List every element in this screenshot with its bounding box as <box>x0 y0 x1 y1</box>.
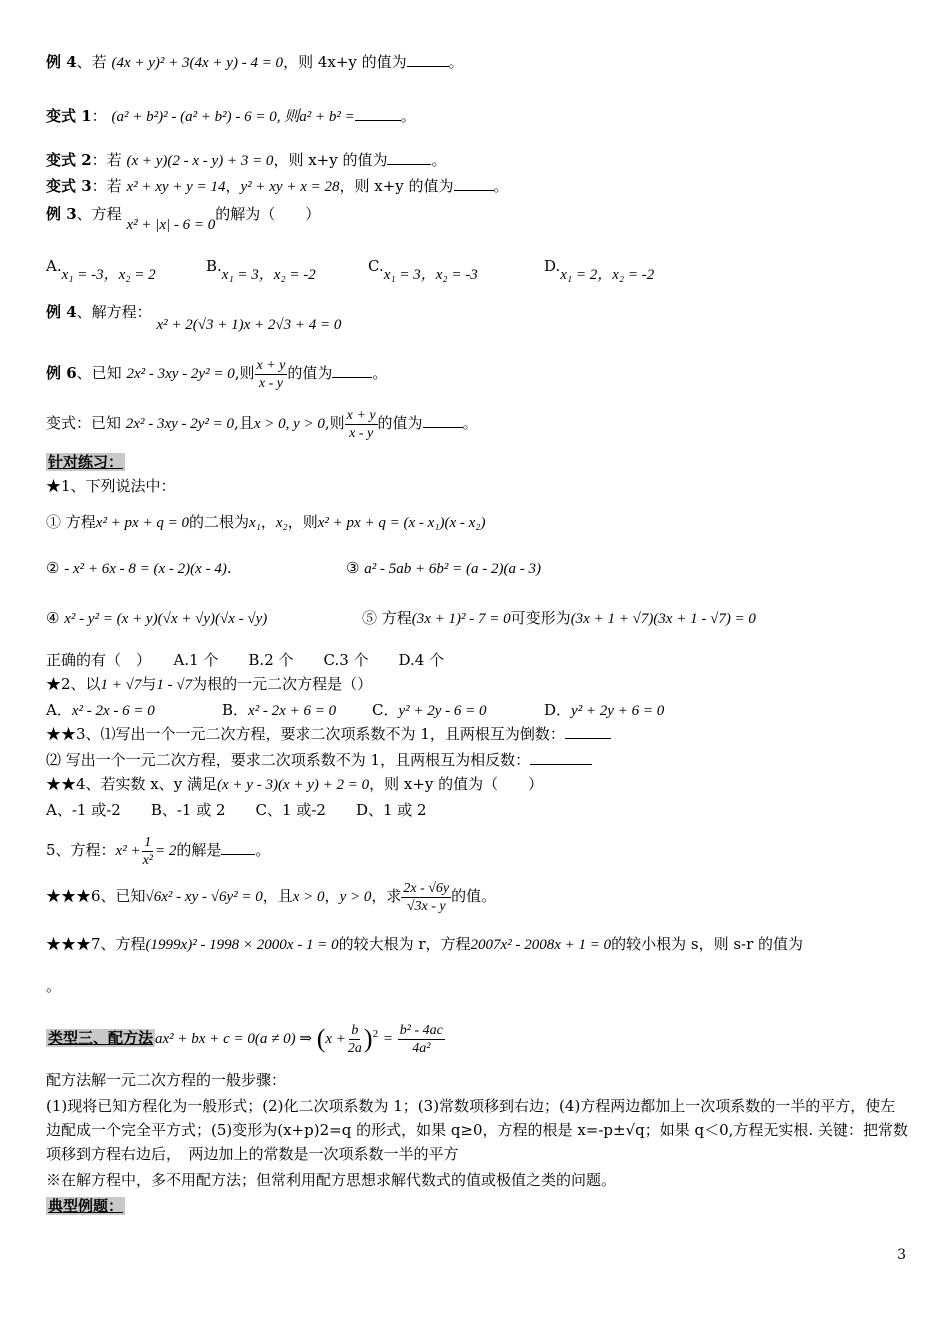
option-value: x₁ = -3，x₂ = 2 <box>61 267 156 283</box>
option-d <box>544 256 655 283</box>
text: ① 方程 <box>46 513 96 531</box>
text: 的值为 <box>287 364 333 382</box>
text: ，且 <box>262 887 293 905</box>
text: ，则 <box>287 513 318 531</box>
text: 为根的一元二次方程是（） <box>192 675 373 693</box>
text: 。 <box>448 53 464 71</box>
variant-1-line <box>46 106 416 127</box>
text: ， <box>324 887 340 905</box>
option-value: x₁ = 3，x₂ = -3 <box>383 267 478 283</box>
equation: x² + |x| - 6 = 0 <box>126 217 216 233</box>
text: ★2、以 <box>46 675 101 693</box>
example-label: 例 3 <box>46 205 77 223</box>
option-d <box>544 700 664 721</box>
q7-end: 。 <box>46 977 62 995</box>
equation: (3x + 1)² - 7 = 0 <box>411 611 511 627</box>
q4-options: A、-1 或-2 B、-1 或 2 C、1 或-2 D、1 或 2 <box>46 801 427 819</box>
option-letter: A． <box>46 701 72 719</box>
option-letter: D. <box>544 257 561 275</box>
example-label: 例 4 <box>46 53 77 71</box>
text: 、若 <box>76 53 107 71</box>
numerator: b <box>351 1022 359 1038</box>
option-b <box>222 700 336 721</box>
numerator: 2x - √6y <box>403 880 450 896</box>
equation: - x² + 6x - 8 = (x - 2)(x - 4) <box>64 561 227 577</box>
math: 1 - √7 <box>156 677 193 693</box>
answer-blank <box>387 150 431 165</box>
answer-blank <box>565 724 611 739</box>
paren: ) <box>363 1024 373 1053</box>
text: ★★3、⑴写出一个一元二次方程，要求二次项系数不为 1，且两根互为倒数： <box>46 725 565 743</box>
math: x₁ <box>248 515 261 531</box>
math: x² + <box>115 843 141 859</box>
option-value: y² + 2y - 6 = 0 <box>398 703 487 719</box>
denominator: x - y <box>258 375 283 391</box>
option-letter: C. <box>368 257 384 275</box>
equation: a² - 5ab + 6b² = (a - 2)(a - 3) <box>364 561 541 577</box>
q5-line <box>46 830 270 871</box>
fraction <box>398 1022 445 1057</box>
denominator: 4a² <box>412 1040 431 1056</box>
option-letter: C． <box>372 701 399 719</box>
equation: x² + px + q = 0 <box>95 515 189 531</box>
text: ④ <box>46 609 60 627</box>
text: ，则 x+y 的值为 <box>273 151 388 169</box>
text: ，则 4x+y 的值为 <box>283 53 407 71</box>
text: 。 <box>493 177 509 195</box>
numerator: b² - 4ac <box>399 1022 443 1038</box>
text: 、已知 <box>76 364 122 382</box>
option-value: x² - 2x - 6 = 0 <box>71 703 155 719</box>
option-letter: B． <box>222 701 249 719</box>
text: 的较小根为 s，则 s-r 的值为 <box>611 935 804 953</box>
condition: x > 0, y > 0 <box>253 416 325 432</box>
q1-title: ★1、下列说法中： <box>46 477 176 495</box>
section-title: 类型三、配方法 <box>48 1029 154 1047</box>
numerator: 1 <box>144 834 152 850</box>
method-body: (1)现将已知方程化为一般形式；(2)化二次项系数为 1；(3)常数项移到右边；(4)方程两边都加上一次项系数的一半的平方，使左边配成一个完全平方式；(5)变形为(x+p)2=q 的形式，如果 q≥0，方程的根是 x=-p±√q；如果 q＜0,方程无实根. 关键：把常数项移到方程右边后， 两边加上的常数是一次项系数一半的平方 <box>46 1097 908 1163</box>
text: 的值为 <box>377 414 423 432</box>
equation: (x + y)(2 - x - y) + 3 = 0 <box>126 153 274 169</box>
variant-label: 变式 3 <box>46 177 92 195</box>
option-letter: B. <box>206 257 222 275</box>
text: ， <box>225 177 241 195</box>
equation: (4x + y)² + 3(4x + y) - 4 = 0 <box>111 55 284 71</box>
q4-line <box>46 774 543 795</box>
option-letter: D． <box>544 701 572 719</box>
text: ⑵ 写出一个一元二次方程，要求二次项系数不为 1，且两根互为相反数： <box>46 751 531 769</box>
math: = 2 <box>155 843 177 859</box>
numerator: x + y <box>256 357 286 373</box>
equation: √6x² - xy - √6y² = 0 <box>145 889 263 905</box>
paren: ( <box>316 1024 326 1053</box>
equation: (a² + b²)² - (a² + b²) - 6 = 0, 则a² + b² = <box>111 109 355 125</box>
q1-item-2-3 <box>46 550 541 587</box>
example-label: 例 6 <box>46 364 77 382</box>
equation: (1999x)² - 1998 × 2000x - 1 = 0 <box>145 937 339 953</box>
equation: (3x + 1 + √7)(3x + 1 - √7) = 0 <box>570 611 756 627</box>
option-b <box>206 256 316 283</box>
option-a <box>46 256 156 283</box>
option-letter: A. <box>46 257 62 275</box>
q3-part-1 <box>46 724 611 744</box>
text: ， <box>260 513 276 531</box>
condition: x > 0 <box>292 889 325 905</box>
q2-line <box>46 674 372 695</box>
equation: 2007x² - 2008x + 1 = 0 <box>470 937 612 953</box>
answer-blank <box>355 106 401 121</box>
text: 的较大根为 r，方程 <box>338 935 471 953</box>
fraction <box>345 407 378 442</box>
option-c <box>372 700 487 721</box>
fraction <box>255 357 288 392</box>
example-4-line <box>46 52 464 73</box>
equation: 2x² - 3xy - 2y² = 0 <box>125 416 235 432</box>
text: 变式：已知 <box>46 414 122 432</box>
text: 、方程 <box>76 205 122 223</box>
text: 的解是 <box>176 841 222 859</box>
text: ： <box>91 107 107 125</box>
text: 。 <box>255 841 271 859</box>
section-heading-practice <box>46 452 125 472</box>
section-heading-typical-examples <box>46 1196 125 1216</box>
fraction <box>346 1022 364 1057</box>
example-4b-line <box>46 302 342 333</box>
exponent: 2 <box>372 1028 379 1040</box>
text: ,且 <box>234 414 254 432</box>
option-value: x₁ = 3，x₂ = -2 <box>221 267 316 283</box>
variant-label: 变式 1 <box>46 107 92 125</box>
q7-line <box>46 926 908 963</box>
text: ，求 <box>371 887 402 905</box>
text: 。 <box>400 107 416 125</box>
q1-item-3 <box>346 550 541 587</box>
text: 与 <box>141 675 157 693</box>
numerator: x + y <box>346 407 376 423</box>
text: 的二根为 <box>188 513 249 531</box>
q1-item-5 <box>362 600 756 637</box>
answer-blank <box>332 363 372 378</box>
equation: 2x² - 3xy - 2y² = 0 <box>126 366 235 382</box>
variant-line <box>46 404 478 443</box>
text: ★★★6、已知 <box>46 887 146 905</box>
text: ，则 x+y 的值为（ ） <box>369 775 544 793</box>
equation: x² + px + q = (x - x₁)(x - x₂) <box>317 515 486 531</box>
variant-label: 变式 2 <box>46 151 92 169</box>
equation: y² + xy + x = 28 <box>240 179 340 195</box>
denominator: x - y <box>349 425 374 441</box>
equation: x² + xy + y = 14 <box>126 179 226 195</box>
text: 、解方程： <box>76 303 152 321</box>
section-heading-completing-square <box>46 1012 445 1061</box>
text: 。 <box>431 151 447 169</box>
text: 的值。 <box>451 887 497 905</box>
text: ③ <box>346 559 360 577</box>
equation: (x + y - 3)(x + y) + 2 = 0 <box>217 777 370 793</box>
denominator: x² <box>142 852 153 868</box>
math: 1 + √7 <box>100 677 142 693</box>
math: x₂ <box>275 515 288 531</box>
text: ：若 <box>91 177 122 195</box>
option-a <box>46 700 155 721</box>
q1-item-4-5 <box>46 600 756 637</box>
equation: x² - y² = (x + y)(√x + √y)(√x - √y) <box>64 611 268 627</box>
text: ,则 <box>234 364 255 382</box>
answer-blank <box>221 840 255 855</box>
example-label: 例 4 <box>46 303 77 321</box>
option-c <box>368 256 478 283</box>
option-value: x₁ = 2，x₂ = -2 <box>560 267 655 283</box>
text: 。 <box>462 414 478 432</box>
text: ：若 <box>91 151 122 169</box>
fraction <box>141 834 155 869</box>
condition: y > 0 <box>339 889 372 905</box>
option-value: y² + 2y + 6 = 0 <box>571 703 665 719</box>
text: 。 <box>372 364 388 382</box>
text: ② <box>46 559 60 577</box>
example-3-line <box>46 204 321 233</box>
section-title: 针对练习： <box>48 453 124 471</box>
answer-blank <box>407 52 449 67</box>
variant-2-line <box>46 150 447 171</box>
option-value: x² - 2x + 6 = 0 <box>248 703 337 719</box>
example-6-line <box>46 354 387 393</box>
math: ax² + bx + c = 0(a ≠ 0) ⇒ <box>155 1031 312 1047</box>
equation: x² + 2(√3 + 1)x + 2√3 + 4 = 0 <box>156 317 342 333</box>
variant-3-line <box>46 176 509 197</box>
page-number: 3 <box>897 1247 906 1263</box>
q3-part-2 <box>46 750 592 770</box>
q1-item-1 <box>46 504 485 541</box>
q6-line <box>46 876 496 917</box>
text: 5、方程： <box>46 841 116 859</box>
answer-blank <box>423 413 463 428</box>
math: = <box>382 1031 393 1047</box>
answer-blank <box>454 176 494 191</box>
text: ⑤ 方程 <box>362 609 412 627</box>
denominator: √3x - y <box>406 898 446 914</box>
denominator: 2a <box>347 1040 362 1056</box>
answer-blank <box>530 750 592 765</box>
text: ，则 x+y 的值为 <box>339 177 454 195</box>
text: ★★4、若实数 x、y 满足 <box>46 775 218 793</box>
method-title: 配方法解一元二次方程的一般步骤： <box>46 1071 287 1089</box>
text: 可变形为 <box>510 609 571 627</box>
q1-answer-options: 正确的有（ ） A.1 个 B.2 个 C.3 个 D.4 个 <box>46 651 445 669</box>
note: ※在解方程中，多不用配方法；但常利用配方思想求解代数式的值或极值之类的问题。 <box>46 1171 617 1189</box>
text: ★★★7、方程 <box>46 935 146 953</box>
text: ,则 <box>324 414 345 432</box>
fraction <box>401 880 451 915</box>
section-title: 典型例题： <box>48 1197 124 1215</box>
math: x + <box>325 1031 346 1047</box>
text: . <box>226 559 232 577</box>
text: 的解为（ ） <box>215 205 321 223</box>
